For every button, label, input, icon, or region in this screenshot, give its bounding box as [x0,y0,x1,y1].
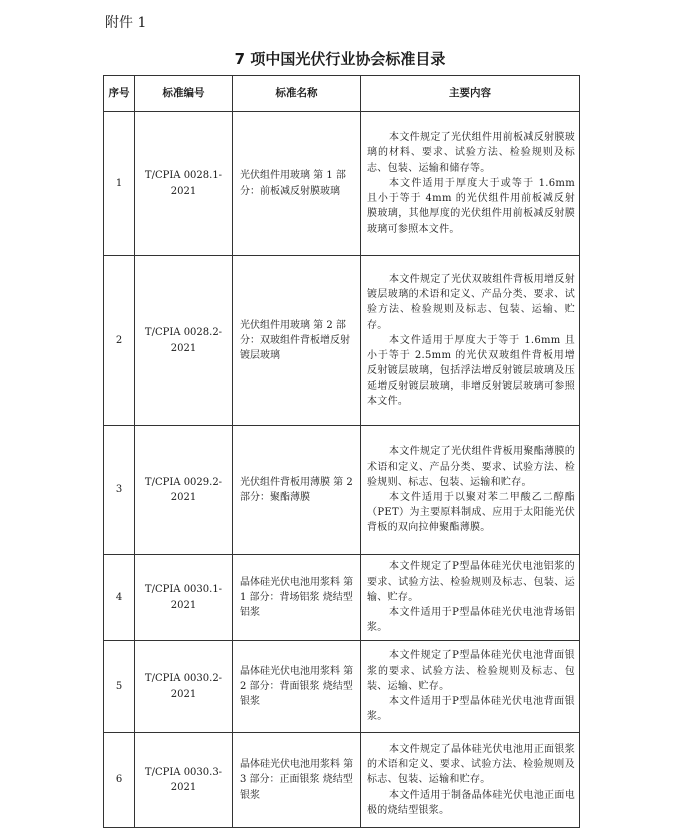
standard-name: 晶体硅光伏电池用浆料 第 3 部分：正面银浆 烧结型银浆 [233,733,361,828]
standard-code: T/CPIA 0029.2-2021 [135,426,233,555]
table-row [104,555,580,641]
document-title: 7 项中国光伏行业协会标准目录 [234,50,446,68]
standard-name: 光伏组件用玻璃 第 2 部分：双玻组件背板增反射镀层玻璃 [233,256,361,426]
standard-code: T/CPIA 0028.2-2021 [135,256,233,426]
standard-content [361,426,580,555]
content-paragraph: 本文件适用于P型晶体硅光伏电池背场铝浆。 [367,607,575,634]
standard-code: T/CPIA 0030.2-2021 [135,641,233,733]
row-number: 5 [104,641,135,733]
column-header-name: 标准名称 [233,76,361,112]
content-paragraph: 本文件适用于P型晶体硅光伏电池背面银浆。 [367,696,575,723]
standard-name: 晶体硅光伏电池用浆料 第 1 部分：背场铝浆 烧结型铝浆 [233,555,361,641]
content-paragraph: 本文件规定了光伏组件背板用聚酯薄膜的术语和定义、产品分类、要求、试验方法、检验规则、标志、包装、运输和贮存。 [367,446,575,488]
standard-name: 光伏组件用玻璃 第 1 部分：前板减反射膜玻璃 [233,112,361,256]
column-header-content: 主要内容 [361,76,580,112]
content-paragraph: 本文件规定了晶体硅光伏电池用正面银浆的术语和定义、要求、试验方法、检验规则及标志、包装、运输和贮存。 [367,743,575,786]
standard-content [361,112,580,256]
content-paragraph: 本文件适用于以聚对苯二甲酸乙二醇酯（PET）为主要原料制成、应用于太阳能光伏背板的双向拉伸聚酯薄膜。 [367,492,575,534]
standard-content [361,733,580,828]
content-paragraph: 本文件适用于厚度大于或等于 1.6mm 且小于等于 4mm 的光伏组件用前板减反射膜玻璃，其他厚度的光伏组件用前板减反射膜玻璃可参照本文件。 [367,177,575,235]
table-row [104,641,580,733]
row-number: 2 [104,256,135,426]
column-header-no: 序号 [104,76,135,112]
content-paragraph: 本文件规定了P型晶体硅光伏电池铝浆的要求、试验方法、检验规则及标志、包装、运输、贮存。 [367,561,575,603]
content-paragraph: 本文件规定了光伏组件用前板减反射膜玻璃的材料、要求、试验方法、检验规则及标志、包装、运输和储存等。 [367,132,575,174]
standard-name: 晶体硅光伏电池用浆料 第 2 部分：背面银浆 烧结型银浆 [233,641,361,733]
content-paragraph: 本文件适用于厚度大于等于 1.6mm 且小于等于 2.5mm 的光伏双玻组件背板用增反射镀层玻璃，包括浮法增反射镀层玻璃及压延增反射镀层玻璃，非增反射镀层玻璃可参照本文件。 [367,334,575,407]
attachment-label: 附件 1 [105,15,147,31]
standard-code: T/CPIA 0030.3-2021 [135,733,233,828]
row-number: 6 [104,733,135,828]
table-header-row [104,76,580,112]
row-number: 3 [104,426,135,555]
standard-code: T/CPIA 0030.1-2021 [135,555,233,641]
content-paragraph: 本文件规定了光伏双玻组件背板用增反射镀层玻璃的术语和定义、产品分类、要求、试验方法、检验规则及标志、包装、运输、贮存。 [367,274,575,331]
column-header-code: 标准编号 [135,76,233,112]
standard-content [361,256,580,426]
table-row [104,256,580,426]
standard-name: 光伏组件背板用薄膜 第 2 部分：聚酯薄膜 [233,426,361,555]
standards-table [103,75,580,828]
content-paragraph: 本文件适用于制备晶体硅光伏电池正面电极的烧结型银浆。 [367,789,575,816]
standard-content [361,555,580,641]
table-row [104,733,580,828]
standard-content [361,641,580,733]
table-row [104,426,580,555]
row-number: 1 [104,112,135,256]
table-row [104,112,580,256]
row-number: 4 [104,555,135,641]
content-paragraph: 本文件规定了P型晶体硅光伏电池背面银浆的要求、试验方法、检验规则及标志、包装、运输、贮存。 [367,650,575,692]
standard-code: T/CPIA 0028.1-2021 [135,112,233,256]
